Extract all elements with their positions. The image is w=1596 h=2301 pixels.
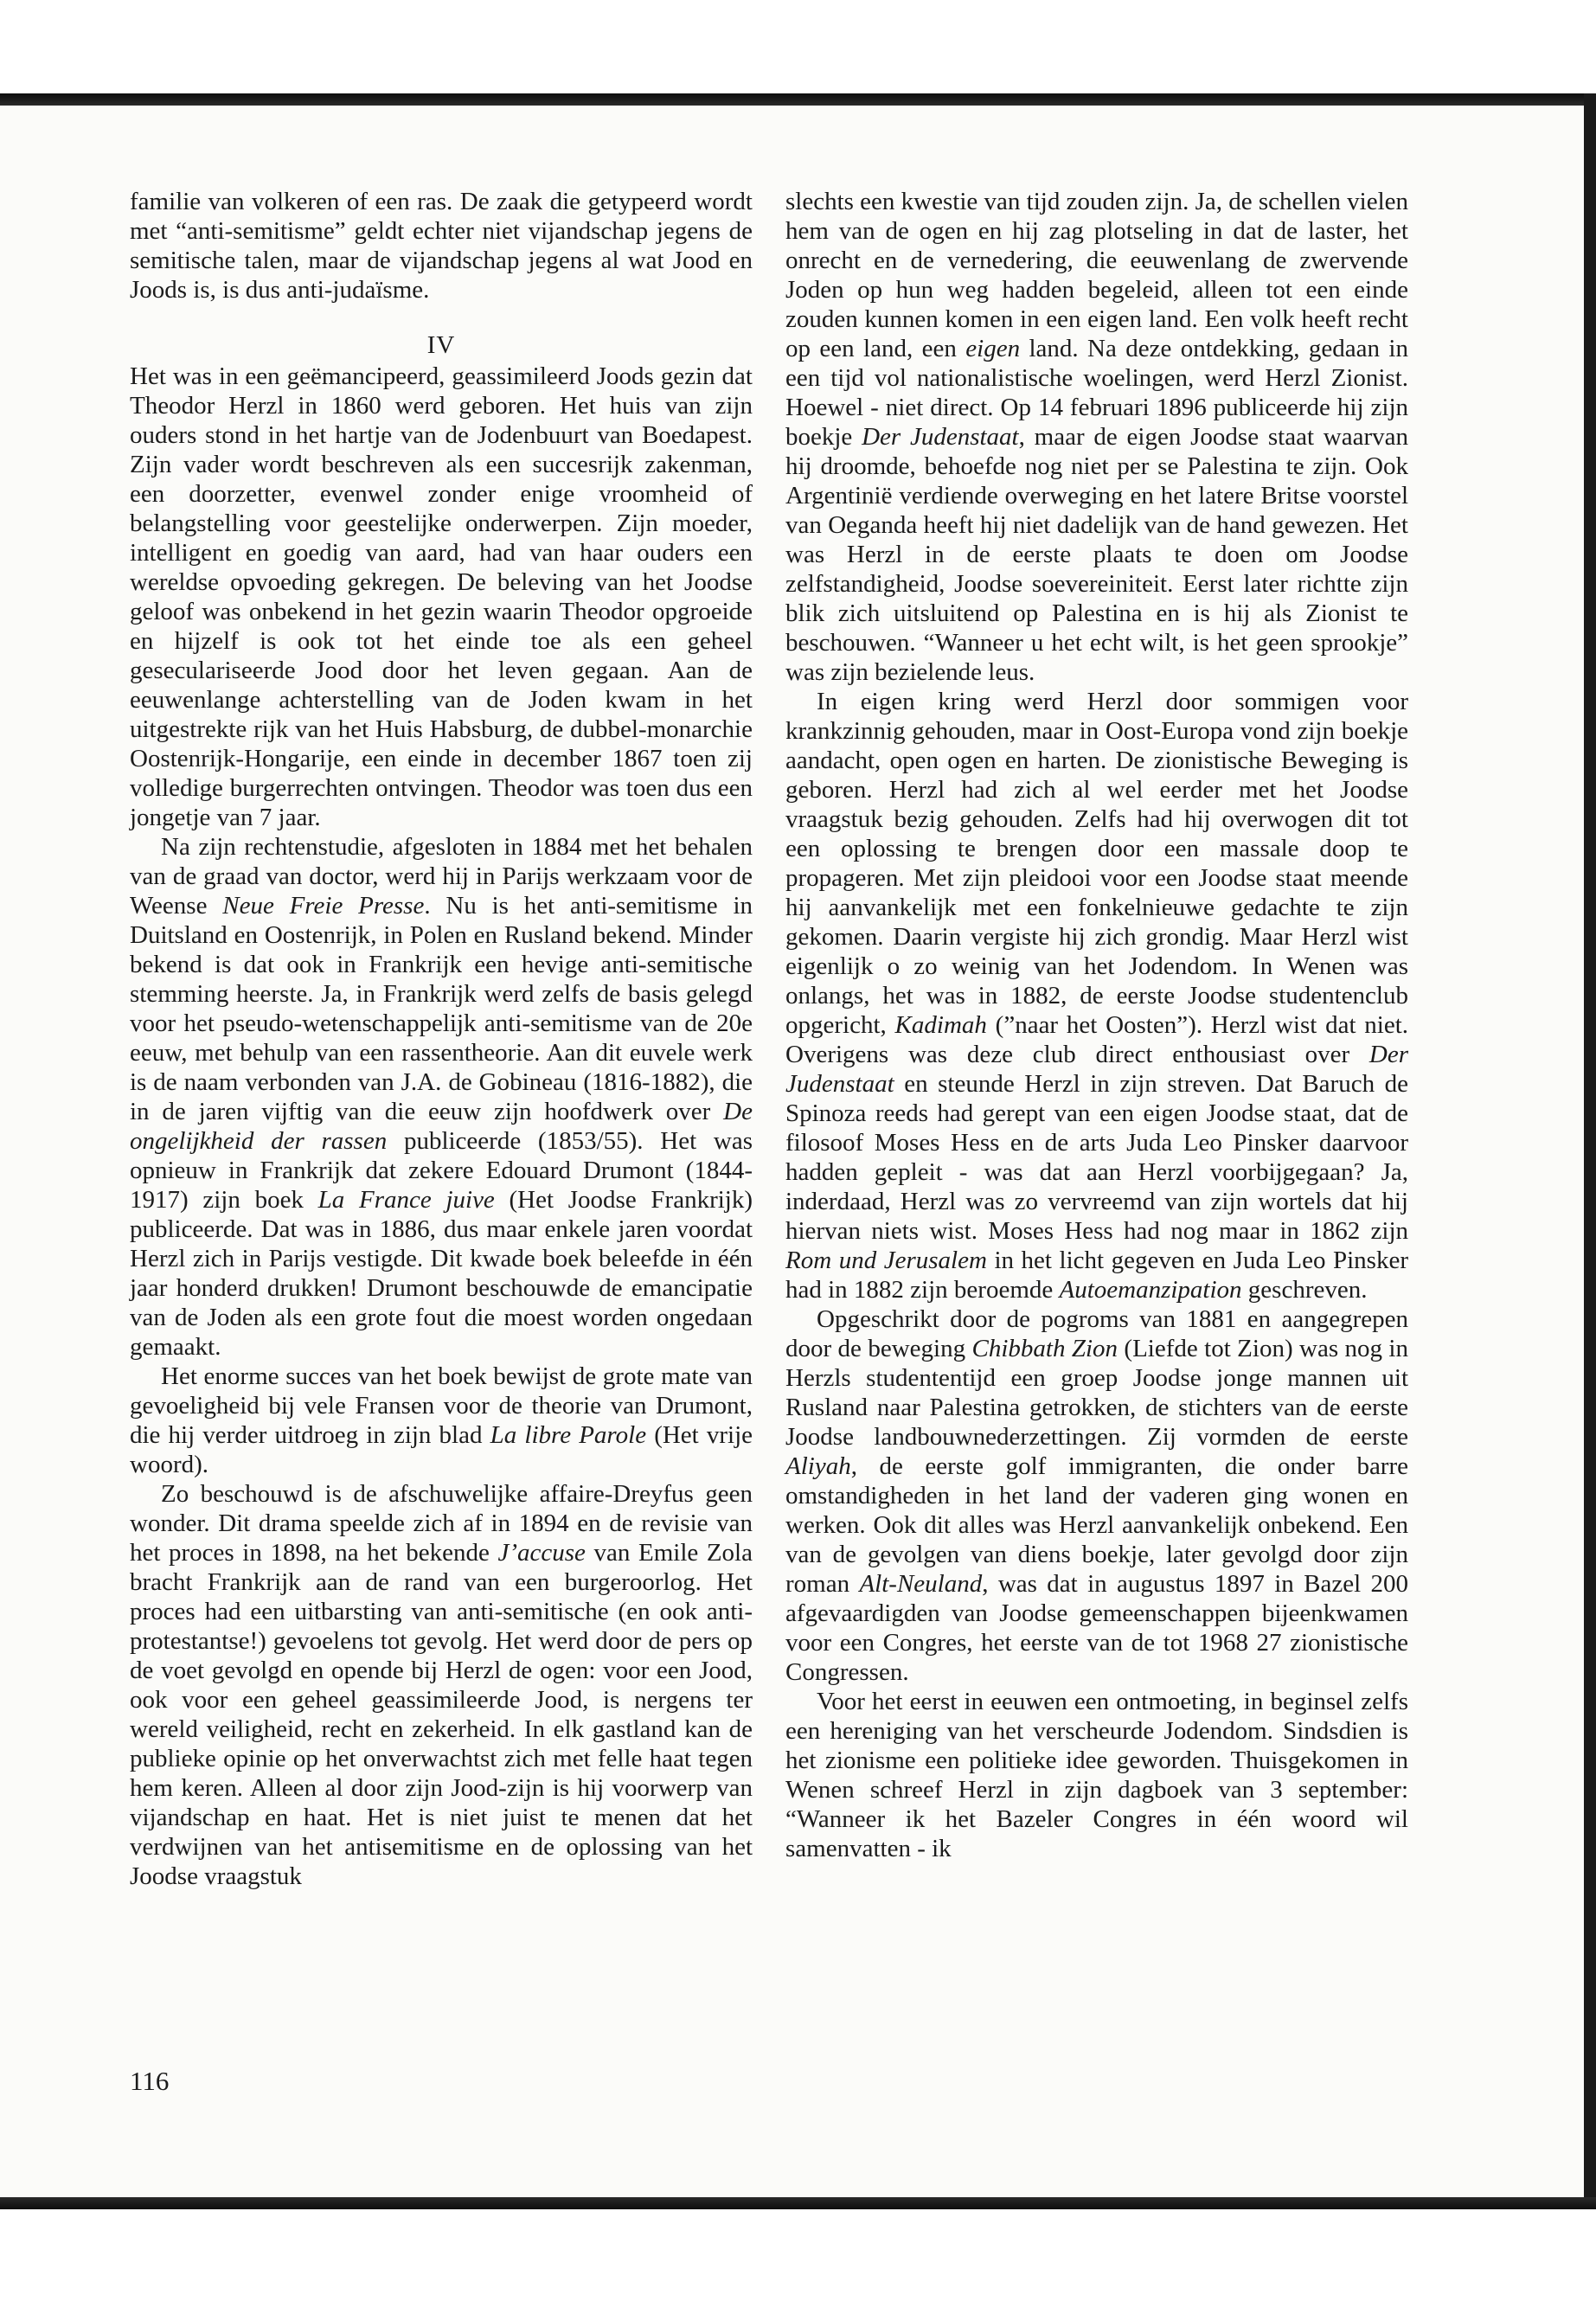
page-number: 116 <box>130 2066 170 2096</box>
section-heading: IV <box>426 331 456 359</box>
italic-title: Aliyah <box>785 1452 851 1480</box>
paragraph-left-1: familie van volkeren of een ras. De zaak die getypeerd wordt met “anti-semitisme” geldt echter niet vijandschap jegens de semitische talen, maar de vijandschap jegens al wat Jood en Joods is, is dus anti-judaïsme. <box>130 188 753 304</box>
paragraph-left-3 <box>130 832 753 1362</box>
paragraph-right-1 <box>785 187 1408 687</box>
text-run: , de eerste golf immigranten, die onder barre omstandigheden in het land der vaderen ging wonen en werken. Ook dit alles was Herzl aanvankelijk onbekend. Een van de gevolgen van diens boekje, later gevolgd door zijn roman <box>785 1452 1408 1598</box>
scan-border-bottom <box>0 2197 1596 2209</box>
italic-title: Der Judenstaat <box>785 1041 1408 1098</box>
scan-border-right <box>1584 93 1596 2204</box>
paragraph-left-4 <box>130 1362 753 1479</box>
italic-title: Der Judenstaat <box>862 423 1019 451</box>
italic-title: Kadimah <box>894 1011 987 1039</box>
italic-word: eigen <box>965 335 1021 362</box>
scan-border-top <box>0 93 1596 106</box>
italic-title: Autoemanzipation <box>1059 1276 1242 1304</box>
paragraph-right-3 <box>785 1304 1408 1687</box>
text-run: , was dat in augustus 1897 in Bazel 200 afgevaardigden van Joodse gemeenschappen bijeenkwamen voor een Congres, het eerste van de tot 1968 27 zionistische Congressen. <box>785 1570 1408 1686</box>
italic-title: Chibbath Zion <box>971 1335 1118 1362</box>
italic-title: Rom und Jerusalem <box>785 1247 987 1274</box>
text-run: land. Na deze ontdekking, gedaan in een tijd vol nationalistische woelingen, werd Herzl Zionist. Hoewel - niet direct. Op 14 februari 1896 publiceerde hij zijn boekje <box>785 335 1408 451</box>
text-run: Opgeschrikt door de pogroms van 1881 en aangegrepen door de beweging <box>785 1305 1408 1362</box>
text-run: (Het vrije woord). <box>130 1421 753 1478</box>
paragraph-left-5 <box>130 1479 753 1891</box>
text-run: van Emile Zola bracht Frankrijk aan de rand van een burgeroorlog. Het proces had een uitbarsting van anti-semitische (en ook anti-protestantse!) gevoelens tot gevolg. Het werd door de pers op de voet gevolgd en opende bij Herzl de ogen: voor een Jood, ook voor een geheel geassimileerde Jood, is nergens ter wereld veiligheid, recht en zekerheid. In elk gastland kan de publieke opinie op het onverwachtst zich met felle haat tegen hem keren. Alleen al door zijn Jood-zijn is hij voorwerp van vijandschap en haat. Het is niet juist te menen dat het verdwijnen van het antisemitisme en de oplossing van het Joodse vraagstuk <box>130 1539 753 1890</box>
text-run: . Nu is het anti-semitisme in Duitsland en Oostenrijk, in Polen en Rusland bekend. Minder bekend is dat ook in Frankrijk een hevige anti-semitische stemming heerste. Ja, in Frankrijk werd zelfs de basis gelegd voor het pseudo-wetenschappelijk anti-semitisme van de 20e eeuw, met behulp van een rassentheorie. Aan dit euvele werk is de naam verbonden van J.A. de Gobineau (1816-1882), die in de jaren vijftig van die eeuw zijn hoofdwerk over <box>130 892 753 1125</box>
paragraph-left-2: Het was in een geëmancipeerd, geassimileerd Joods gezin dat Theodor Herzl in 1860 werd geboren. Het huis van zijn ouders stond in het hartje van de Jodenbuurt van Boedapest. Zijn vader wordt beschreven als een succesrijk zakenman, een doorzetter, evenwel zonder enige vroomheid of belangstelling voor geestelijke onderwerpen. Zijn moeder, intelligent en goedig van aard, had van haar ouders een wereldse opvoeding gekregen. De beleving van het Joodse geloof was onbekend in het gezin waarin Theodor opgroeide en hijzelf is ook tot het einde toe als een geheel geseculariseerde Jood door het leven gegaan. Aan de eeuwenlange achterstelling van de Joden kwam in het uitgestrekte rijk van het Huis Habsburg, de dubbel-monarchie Oostenrijk-Hongarije, een einde in december 1867 toen zij volledige burgerrechten ontvingen. Theodor was toen dus een jongetje van 7 jaar. <box>130 362 753 831</box>
italic-title: J’accuse <box>497 1539 586 1567</box>
text-run: geschreven. <box>1241 1276 1368 1304</box>
text-run: slechts een kwestie van tijd zouden zijn. Ja, de schellen vielen hem van de ogen en hij zag plotseling in dat de laster, het onrecht en de vernedering, die eeuwenlang de zwervende Joden op hun weg hadden begeleid, alleen tot een einde zouden kunnen komen in een eigen land. Een volk heeft recht op een land, een <box>785 188 1408 362</box>
left-text-column <box>130 187 753 1891</box>
text-run: (Liefde tot Zion) was nog in Herzls studententijd een groep Joodse jonge mannen uit Rusland naar Palestina getrokken, de stichters van de eerste Joodse landbouwnederzettingen. Zij vormden de eerste <box>785 1335 1408 1451</box>
italic-title: De ongelijkheid der rassen <box>130 1098 753 1155</box>
italic-title: La libre Parole <box>490 1421 647 1449</box>
italic-title: La France juive <box>317 1186 495 1214</box>
text-run: (Het Joodse Frankrijk) publiceerde. Dat was in 1886, dus maar enkele jaren voordat Herzl zich in Parijs vestigde. Dit kwade boek beleefde in één jaar honderd drukken! Drumont beschouwde de emancipatie van de Joden als een grote fout die moest worden ongedaan gemaakt. <box>130 1186 753 1361</box>
italic-title: Alt-Neuland <box>859 1570 983 1598</box>
text-run: Het enorme succes van het boek bewijst de grote mate van gevoeligheid bij vele Fransen voor de theorie van Drumont, die hij verder uitdroeg in zijn blad <box>130 1362 753 1449</box>
paragraph-right-2 <box>785 687 1408 1304</box>
text-run: (”naar het Oosten”). Herzl wist dat niet. Overigens was deze club direct enthousiast over <box>785 1011 1409 1068</box>
text-run: in het licht gegeven en Juda Leo Pinsker had in 1882 zijn beroemde <box>785 1247 1408 1304</box>
text-run: , maar de eigen Joodse staat waarvan hij droomde, behoefde nog niet per se Palestina te zijn. Ook Argentinië verdiende overweging en het latere Britse voorstel van Oeganda heeft hij niet dadelijk van de hand gewezen. Het was Herzl in de eerste plaats te doen om Joodse zelfstandigheid, Joodse soevereiniteit. Eerst later richtte zijn blik zich uitsluitend op Palestina en is hij als Zionist te beschouwen. “Wanneer u het echt wilt, is het geen sprookje” was zijn bezielende leus. <box>785 423 1408 686</box>
paragraph-right-4: Voor het eerst in eeuwen een ontmoeting, in beginsel zelfs een hereniging van het verscheurde Jodendom. Sindsdien is het zionisme een politieke idee geworden. Thuisgekomen in Wenen schreef Herzl in zijn dagboek van 3 september: “Wanneer ik het Bazeler Congres in één woord wil samenvatten - ik <box>785 1688 1408 1862</box>
right-text-column <box>785 187 1408 1863</box>
text-run: publiceerde (1853/55). Het was opnieuw in Frankrijk dat zekere Edouard Drumont (1844-1917) zijn boek <box>130 1127 753 1214</box>
text-run: In eigen kring werd Herzl door sommigen voor krankzinnig gehouden, maar in Oost-Europa vond zijn boekje aandacht, open ogen en harten. De zionistische Beweging is geboren. Herzl had zich al wel eerder met het Joodse vraagstuk bezig gehouden. Zelfs had hij overwogen dit tot een oplossing te brengen door een massale doop te propageren. Met zijn pleidooi voor een Joodse staat meende hij aanvankelijk met een fonkelnieuwe gedachte te zijn gekomen. Daarin vergiste hij zich grondig. Maar Herzl wist eigenlijk o zo weinig van het Jodendom. In Wenen was onlangs, het was in 1882, de eerste Joodse studentenclub opgericht, <box>785 688 1408 1039</box>
text-run: Na zijn rechtenstudie, afgesloten in 1884 met het behalen van de graad van doctor, werd hij in Parijs werkzaam voor de Weense <box>130 833 753 920</box>
italic-title: Neue Freie Presse <box>222 892 425 920</box>
text-run: en steunde Herzl in zijn streven. Dat Baruch de Spinoza reeds had gerept van een eigen Joodse staat, dat de filosoof Moses Hess en de arts Juda Leo Pinsker daarvoor hadden gepleit - was dat aan Herzl voorbijgegaan? Ja, inderdaad, Herzl was zo vervreemd van zijn wortels dat hij hiervan niets wist. Moses Hess had nog maar in 1862 zijn <box>785 1070 1408 1245</box>
text-run: Zo beschouwd is de afschuwelijke affaire-Dreyfus geen wonder. Dit drama speelde zich af in 1894 en de revisie van het proces in 1898, na het bekende <box>130 1480 753 1567</box>
